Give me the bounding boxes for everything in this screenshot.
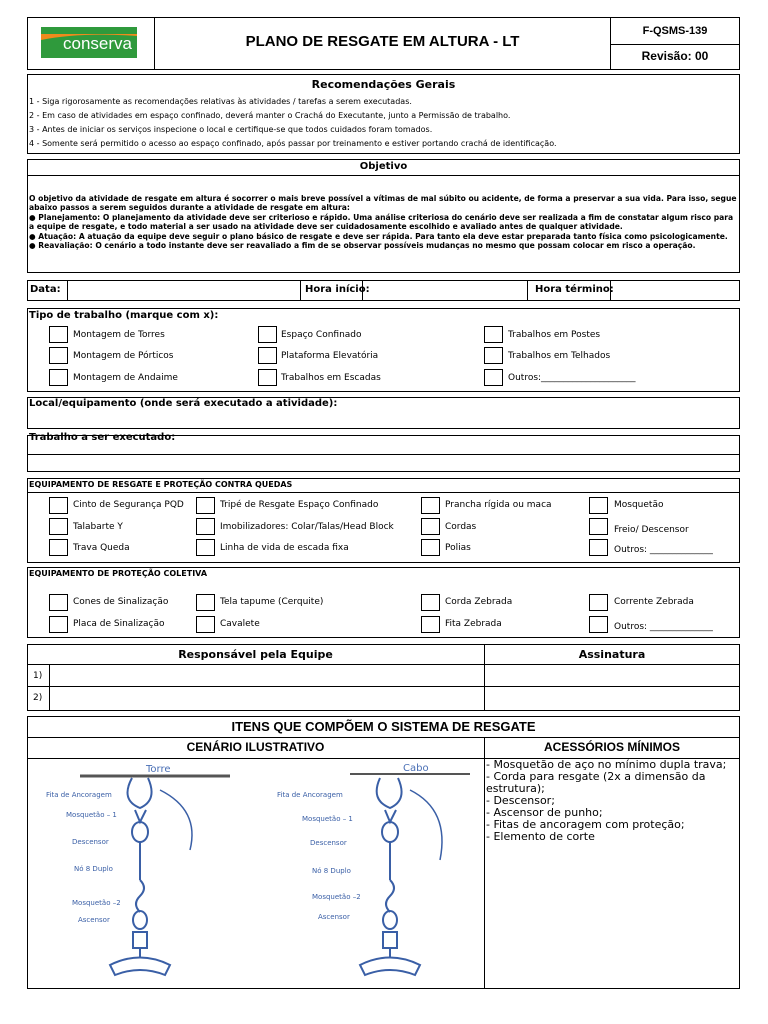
option-label: Montagem de Torres bbox=[73, 330, 165, 340]
accessory-item: - Fitas de ancoragem com proteção; bbox=[486, 818, 685, 831]
team-row-number: 2) bbox=[33, 693, 43, 703]
option-label: Cones de Sinalização bbox=[73, 597, 169, 607]
recommendation-item: 4 - Somente será permitido o acesso ao espaço confinado, após passar por treinamento e estiver portando crachá de identificação. bbox=[29, 139, 557, 148]
option-label: Fita Zebrada bbox=[445, 619, 502, 629]
option-label: Imobilizadores: Colar/Talas/Head Block bbox=[220, 522, 394, 532]
option-label: Freio/ Descensor bbox=[614, 525, 689, 535]
accessory-item: - Ascensor de punho; bbox=[486, 806, 603, 819]
checkbox-trava-queda[interactable] bbox=[49, 539, 68, 556]
accessories-list bbox=[486, 759, 736, 843]
option-label: Plataforma Elevatória bbox=[281, 351, 379, 361]
rescue-system-title: ITENS QUE COMPÕEM O SISTEMA DE RESGATE bbox=[231, 719, 536, 734]
logo-text: conserva bbox=[63, 34, 132, 53]
figure-left-label: Ascensor bbox=[78, 916, 110, 924]
option-label: Trabalhos em Postes bbox=[508, 330, 601, 340]
figure-left-label: Descensor bbox=[72, 838, 109, 846]
checkbox-prancha[interactable] bbox=[421, 497, 440, 514]
option-label: Outros:_____________________ bbox=[508, 373, 636, 383]
option-label: Montagem de Andaime bbox=[73, 373, 178, 383]
work-type-title: Tipo de trabalho (marque com x): bbox=[29, 310, 219, 321]
option-label: Cinto de Segurança PQD bbox=[73, 500, 184, 510]
objective-action: ● Atuação: A atuação da equipe deve seguir o plano básico de resgate e deve ser rápida. Para tanto ela deve estar preparada tanto física como psicologicamente. bbox=[29, 231, 728, 241]
checkbox-outros-resgate[interactable] bbox=[589, 539, 608, 556]
checkbox-polias[interactable] bbox=[421, 539, 440, 556]
checkbox-trabalhos-escadas[interactable] bbox=[258, 369, 277, 386]
figure-left-top-label: Torre bbox=[146, 764, 171, 775]
recommendation-item: 1 - Siga rigorosamente as recomendações relativas às atividades / tarefas a serem executadas. bbox=[29, 97, 412, 106]
document-revision: Revisão: 00 bbox=[641, 49, 709, 63]
checkbox-cinto[interactable] bbox=[49, 497, 68, 514]
checkbox-linha-vida[interactable] bbox=[196, 539, 215, 556]
checkbox-placa[interactable] bbox=[49, 616, 68, 633]
recommendations-title: Recomendações Gerais bbox=[311, 78, 456, 91]
document-code: F-QSMS-139 bbox=[642, 25, 708, 37]
company-logo bbox=[41, 27, 137, 58]
figure-right-label: Nó 8 Duplo bbox=[312, 867, 351, 875]
start-time-field[interactable] bbox=[362, 280, 528, 301]
recommendation-item: 2 - Em caso de atividades em espaço confinado, deverá manter o Crachá do Executante, junto a Permissão de trabalho. bbox=[29, 111, 511, 120]
figure-right-top-label: Cabo bbox=[403, 763, 429, 774]
checkbox-corda-zebrada[interactable] bbox=[421, 594, 440, 611]
location-field[interactable] bbox=[27, 410, 740, 429]
option-label: Trabalhos em Telhados bbox=[508, 351, 611, 361]
accessory-item: - Descensor; bbox=[486, 794, 555, 807]
option-label: Corrente Zebrada bbox=[614, 597, 694, 607]
location-label: Local/equipamento (onde será executado a atividade): bbox=[29, 398, 338, 409]
logo-orange-swoosh bbox=[41, 27, 137, 34]
objective-text bbox=[29, 194, 738, 250]
responsible-header: Responsável pela Equipe bbox=[178, 648, 333, 661]
checkbox-montagem-porticos[interactable] bbox=[49, 347, 68, 364]
recommendation-item: 3 - Antes de iniciar os serviços inspecione o local e certifique-se que todos cuidados foram tomados. bbox=[29, 125, 433, 134]
checkbox-mosquetao[interactable] bbox=[589, 497, 608, 514]
objective-title: Objetivo bbox=[359, 161, 408, 172]
rescue-equipment-title: EQUIPAMENTO DE RESGATE E PROTEÇÃO CONTRA QUEDAS bbox=[29, 480, 293, 489]
header-code-divider bbox=[610, 44, 740, 45]
accessory-item: - Mosquetão de aço no mínimo dupla trava; bbox=[486, 758, 727, 771]
rescue-system-title-divider bbox=[27, 737, 740, 738]
checkbox-plataforma-elevatoria[interactable] bbox=[258, 347, 277, 364]
figure-right-label: Descensor bbox=[310, 839, 347, 847]
figure-right-label: Mosquetão –2 bbox=[312, 893, 361, 901]
figure-right-label: Mosquetão – 1 bbox=[302, 815, 353, 823]
checkbox-talabarte[interactable] bbox=[49, 518, 68, 535]
checkbox-outros-coletiva[interactable] bbox=[589, 616, 608, 633]
rescue-system-column-divider bbox=[484, 737, 485, 989]
option-label: Montagem de Pórticos bbox=[73, 351, 174, 361]
option-label: Tela tapume (Cerquite) bbox=[220, 597, 324, 607]
checkbox-tela-tapume[interactable] bbox=[196, 594, 215, 611]
figure-left-label: Mosquetão – 1 bbox=[66, 811, 117, 819]
start-time-label: Hora início: bbox=[305, 284, 370, 295]
work-field[interactable] bbox=[27, 455, 740, 472]
option-label: Corda Zebrada bbox=[445, 597, 513, 607]
checkbox-freio[interactable] bbox=[589, 518, 608, 535]
accessory-item: - Elemento de corte bbox=[486, 830, 595, 843]
option-label: Trabalhos em Escadas bbox=[281, 373, 381, 383]
option-label: Talabarte Y bbox=[73, 522, 123, 532]
date-field[interactable] bbox=[67, 280, 301, 301]
objective-planning: ● Planejamento: O planejamento da atividade deve ser criterioso e rápido. Uma análise criteriosa do cenário deve ser realizada a fim de constatar algum risco para a equipe de resgate, e todo material a ser usado na atividade deve ser cuidadosamente escolhido e avaliado antes de qualquer atividade. bbox=[29, 212, 734, 232]
figure-left-label: Nó 8 Duplo bbox=[74, 865, 113, 873]
work-label: Trabalho a ser executado: bbox=[29, 432, 176, 443]
option-label: Outros: ______________ bbox=[614, 545, 713, 555]
checkbox-trabalhos-telhados[interactable] bbox=[484, 347, 503, 364]
date-label: Data: bbox=[30, 284, 61, 295]
option-label: Placa de Sinalização bbox=[73, 619, 165, 629]
signature-field[interactable] bbox=[485, 665, 739, 686]
checkbox-montagem-torres[interactable] bbox=[49, 326, 68, 343]
option-label: Tripé de Resgate Espaço Confinado bbox=[220, 500, 379, 510]
responsible-field[interactable] bbox=[50, 665, 483, 686]
figure-left-label: Fita de Ancoragem bbox=[46, 791, 112, 799]
document-title: PLANO DE RESGATE EM ALTURA - LT bbox=[245, 33, 520, 50]
option-label: Trava Queda bbox=[73, 543, 130, 553]
accessory-item: - Corda para resgate (2x a dimensão da estrutura); bbox=[486, 770, 706, 795]
figure-right-label: Fita de Ancoragem bbox=[277, 791, 343, 799]
responsible-field[interactable] bbox=[50, 687, 483, 710]
objective-paragraph: O objetivo da atividade de resgate em altura é socorrer o mais breve possível a vítimas de mal súbito ou acidente, de forma a preservar a sua vida. Para isso, segue abaixo passos a serem seguidos durante a atividade de resgate em altura: bbox=[29, 194, 737, 213]
accessories-header: ACESSÓRIOS MÍNIMOS bbox=[543, 740, 680, 754]
figure-right-label: Ascensor bbox=[318, 913, 350, 921]
option-label: Cordas bbox=[445, 522, 477, 532]
end-time-label: Hora término: bbox=[535, 284, 614, 295]
objective-title-row bbox=[27, 175, 740, 176]
figure-left-label: Mosquetão –2 bbox=[72, 899, 121, 907]
checkbox-imobilizadores[interactable] bbox=[196, 518, 215, 535]
signature-header: Assinatura bbox=[578, 648, 646, 661]
end-time-field[interactable] bbox=[610, 280, 740, 301]
checkbox-espaco-confinado[interactable] bbox=[258, 326, 277, 343]
option-label: Outros: ______________ bbox=[614, 622, 713, 632]
checkbox-corrente-zebrada[interactable] bbox=[589, 594, 608, 611]
team-row-number: 1) bbox=[33, 671, 43, 681]
checkbox-cavalete[interactable] bbox=[196, 616, 215, 633]
checkbox-tripe[interactable] bbox=[196, 497, 215, 514]
checkbox-fita-zebrada[interactable] bbox=[421, 616, 440, 633]
checkbox-outros[interactable] bbox=[484, 369, 503, 386]
option-label: Prancha rígida ou maca bbox=[445, 500, 552, 510]
checkbox-cordas[interactable] bbox=[421, 518, 440, 535]
checkbox-cones[interactable] bbox=[49, 594, 68, 611]
collective-title: EQUIPAMENTO DE PROTEÇÃO COLETIVA bbox=[29, 569, 208, 578]
scenario-header: CENÁRIO ILUSTRATIVO bbox=[186, 740, 325, 754]
option-label: Espaço Confinado bbox=[281, 330, 362, 340]
option-label: Mosquetão bbox=[614, 500, 664, 510]
checkbox-trabalhos-postes[interactable] bbox=[484, 326, 503, 343]
objective-reassessment: ● Reavaliação: O cenário a todo instante deve ser reavaliado a fim de se observar possíveis mudanças no mesmo que possam colocar em risco a operação. bbox=[29, 241, 696, 251]
option-label: Linha de vida de escada fixa bbox=[220, 543, 349, 553]
option-label: Polias bbox=[445, 543, 471, 553]
checkbox-montagem-andaime[interactable] bbox=[49, 369, 68, 386]
signature-field[interactable] bbox=[485, 687, 739, 710]
option-label: Cavalete bbox=[220, 619, 260, 629]
